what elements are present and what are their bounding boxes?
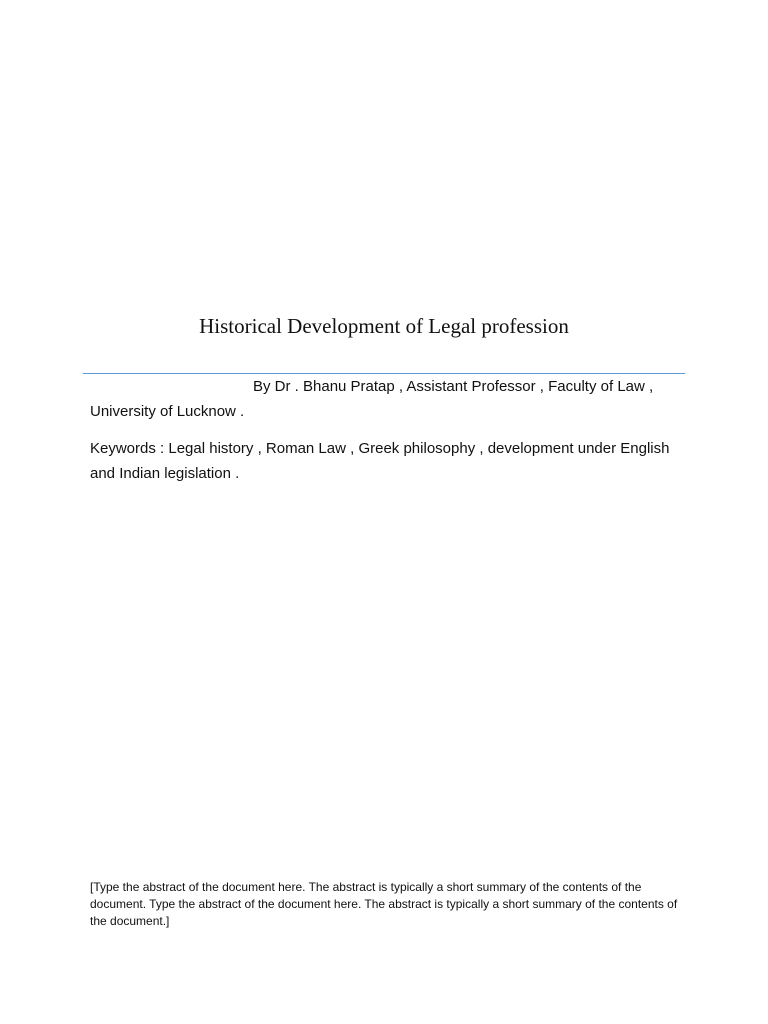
abstract-placeholder: [Type the abstract of the document here. The abstract is typically a short summary of the contents of the document. Type the abstract of the document here. The abstract is typically a short summary of the contents of the document.] — [90, 880, 678, 928]
affiliation-line: University of Lucknow . — [90, 403, 245, 420]
keywords-paragraph: Keywords : Legal history , Roman Law , Greek philosophy , development under English and Indian legislation . — [90, 440, 670, 482]
author-line: By Dr . Bhanu Pratap , Assistant Professor , Faculty of Law , — [253, 378, 654, 395]
author-block — [90, 374, 690, 424]
document-title: Historical Development of Legal profession — [199, 314, 569, 338]
